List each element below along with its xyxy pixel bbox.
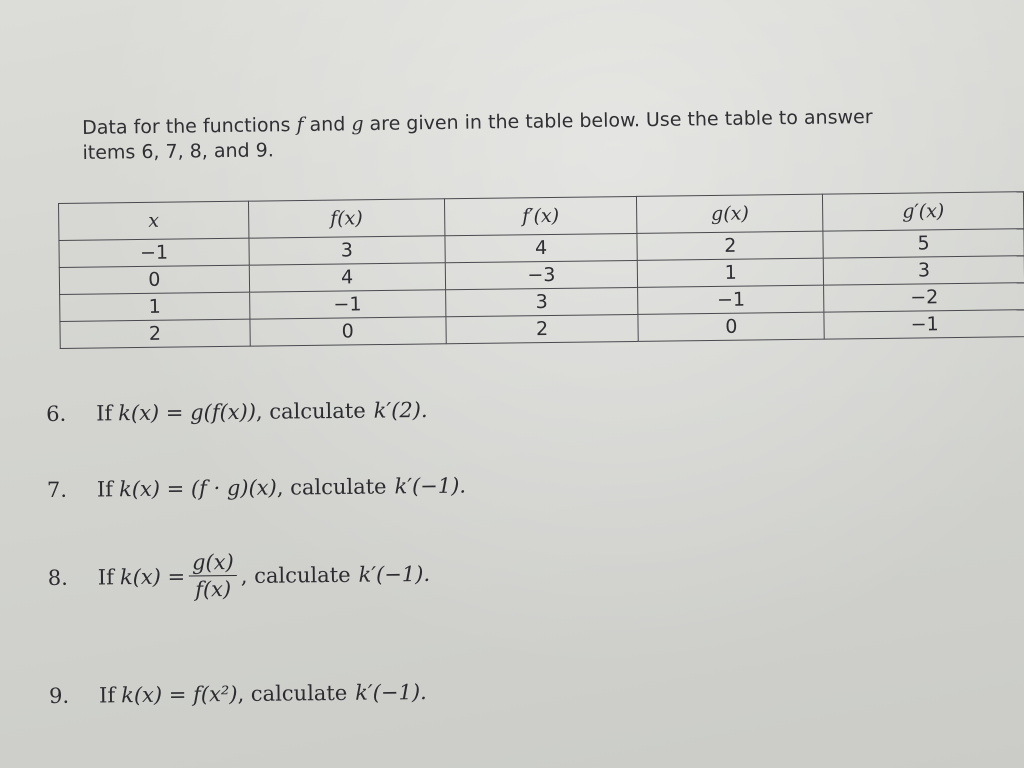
- table-cell: −2: [824, 283, 1024, 312]
- function-data-table: [58, 191, 1024, 349]
- question-8: [48, 548, 431, 603]
- table-cell: 0: [250, 317, 446, 346]
- question-target: k′(−1).: [358, 561, 431, 587]
- table-cell: 4: [249, 263, 445, 292]
- intro-part1: Data for the functions: [82, 114, 297, 139]
- question-number: 6.: [46, 401, 67, 426]
- question-lead: If: [96, 401, 113, 426]
- fraction-numerator: g(x): [189, 550, 237, 576]
- question-7: [47, 474, 466, 502]
- intro-part3: are given in the table below. Use the table to answer: [363, 105, 873, 136]
- question-expression: k(x) = f(x²): [121, 682, 238, 708]
- question-expression: k(x) = (f · g)(x): [118, 475, 277, 502]
- question-tail: , calculate: [255, 398, 366, 424]
- header-f-prime: f′(x): [444, 196, 637, 235]
- intro-line2: items 6, 7, 8, and 9.: [82, 139, 274, 164]
- question-expression-left: k(x) =: [119, 564, 186, 589]
- table-cell: −1: [638, 285, 824, 314]
- table-cell: −3: [445, 260, 638, 289]
- table-cell: 3: [445, 287, 638, 316]
- header-g: g(x): [637, 194, 823, 233]
- table-cell: 1: [638, 258, 824, 287]
- question-target: k′(−1).: [355, 680, 427, 705]
- question-number: 8.: [47, 565, 69, 590]
- intro-f: f: [296, 113, 304, 137]
- question-lead: If: [98, 683, 116, 708]
- question-number: 7.: [46, 477, 68, 502]
- question-target: k′(−1).: [394, 473, 467, 499]
- header-f: f(x): [248, 199, 444, 238]
- table-cell: 3: [249, 236, 445, 265]
- table-cell: −1: [249, 290, 445, 319]
- table-cell: 2: [637, 231, 823, 260]
- table-cell: 3: [823, 256, 1024, 285]
- intro-g: g: [351, 113, 364, 136]
- question-tail: , calculate: [237, 680, 348, 707]
- intro-part2: and: [303, 113, 352, 136]
- header-g-prime: g′(x): [823, 192, 1024, 231]
- header-x: x: [59, 201, 249, 240]
- fraction-denominator: f(x): [195, 577, 232, 602]
- question-9: [49, 680, 427, 708]
- question-target: k′(2).: [373, 398, 428, 423]
- question-lead: If: [96, 477, 114, 502]
- question-expression: k(x) = g(f(x)): [118, 399, 257, 426]
- table-cell: 4: [445, 233, 638, 262]
- question-tail: , calculate: [240, 562, 351, 588]
- question-tail: , calculate: [276, 474, 387, 500]
- table-cell: −1: [59, 238, 249, 267]
- table-cell: 0: [59, 265, 249, 294]
- table-cell: 0: [638, 312, 824, 341]
- table-cell: −1: [824, 310, 1024, 339]
- table-cell: 2: [60, 319, 250, 348]
- intro-text: [82, 103, 983, 166]
- question-number: 9.: [48, 683, 70, 708]
- table-cell: 1: [60, 292, 250, 321]
- questions-list: [46, 391, 946, 708]
- table-cell: 5: [823, 229, 1024, 258]
- fraction: [189, 550, 237, 601]
- question-6: [46, 398, 428, 426]
- table-cell: 2: [446, 314, 639, 343]
- question-lead: If: [97, 564, 115, 589]
